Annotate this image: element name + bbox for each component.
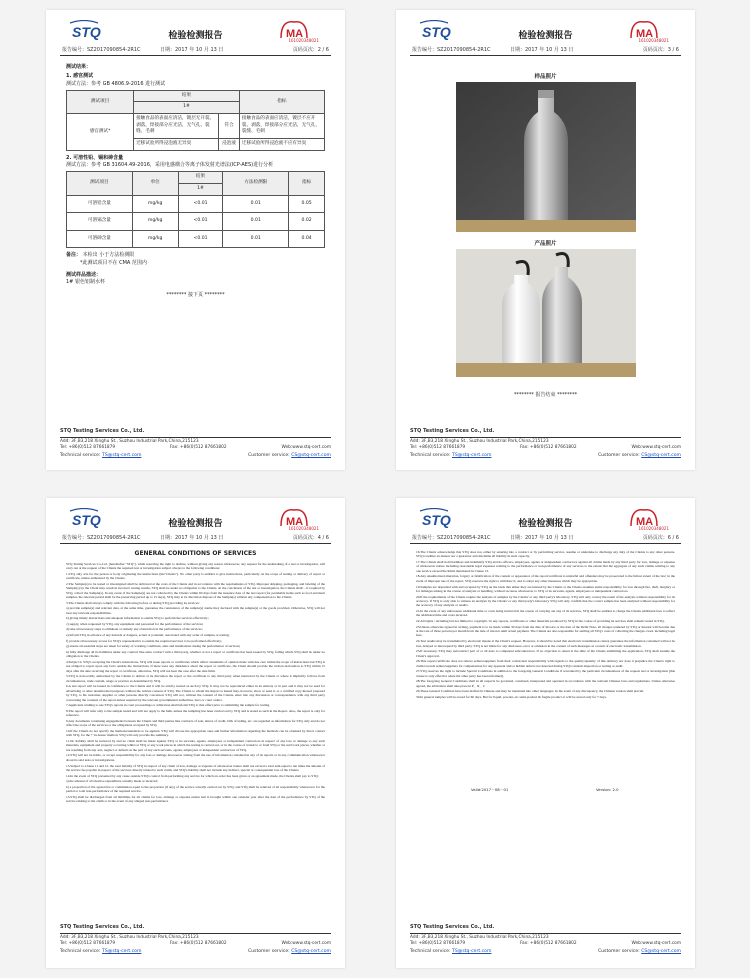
issue-date: 日期：2017 年 10 月 13 日 <box>160 47 224 53</box>
col-detection-limit: 方法检测限 <box>223 172 289 195</box>
tech-service-email[interactable]: TS@stq-cert.com <box>102 949 142 955</box>
report-number: 报告编号：SZ2017090854-2R1C <box>62 535 141 541</box>
page-number: 页码页次：3 / 6 <box>642 47 679 53</box>
table-cell: <0.01 <box>178 230 223 248</box>
tech-service-email[interactable]: TS@stq-cert.com <box>102 453 142 459</box>
customer-service-email[interactable]: CS@stq-cert.com <box>291 949 331 955</box>
condition-paragraph: 6.A test report will be issued in confidence to the Clients and it will be strictly treated as such by STQ. It may not be reproduced either in its entirety or in part and it may not be used for advertising or other unauthorized purposes without the written consent of STQ. The Clients to whom the Report is issued may, however, show or send it, or a certified copy thereof prepared by STQ, to his customer, supplier or other persons directly concerned. STQ will not, without the consent of the Clients, enter into any discussion or correspondence with any third party concerning the contents of the report unless required by the relevant governmental authorities, laws or court orders. <box>66 684 325 702</box>
condition-paragraph: 1.STQ only acts for the person or body originating the instructions (the"Clients"). No other party is entitled to give instructions, particularly on the scope of testing or delivery of report or certificate, unless authorized by the Clients. <box>66 571 325 581</box>
customer-service-label: Customer service: <box>247 949 290 955</box>
page-footer <box>410 924 681 954</box>
notes-title: 备注： <box>66 252 82 259</box>
notes <box>66 252 325 267</box>
page-header <box>60 16 331 56</box>
svg-text:STQ: STQ <box>72 512 101 528</box>
footer-address: Add: 3F,B3,218 Xinghu St., Suzhou Industrial Park,China,215123 <box>410 934 549 940</box>
condition-paragraph: 20.If the requirements of the Clients require the analysis of samples by the Clients' or any third party's laboratory, STQ will only convey the result of the analysis without responsibility for its accuracy. If STQ is only able to witness an analysis by the Clients' or any third party's laboratory STQ will only confirm that the correct sample has been analyzed without responsibility for the accuracy of any analysis or results. <box>416 594 675 608</box>
section-sensory-method: 测试方法：参考 GB 4806.9-2016 进行测试 <box>66 80 166 87</box>
tech-service-label: Technical service: <box>410 453 451 459</box>
version: Version: 2.0 <box>596 787 619 792</box>
table-cell: 可溶镉含量 <box>67 213 133 231</box>
tech-service-email[interactable]: TS@stq-cert.com <box>452 949 492 955</box>
table-cell: 0.05 <box>289 195 325 213</box>
page-number: 页码页次：6 / 6 <box>642 535 679 541</box>
tech-service-label: Technical service: <box>410 949 451 955</box>
sample-photo <box>456 82 636 232</box>
report-number: 报告编号：SZ2017090854-2R1C <box>412 535 491 541</box>
condition-paragraph: 27.STQ reserves the right to include Special Conditions in addition to the foregoing General Conditions if warranted by the particular circumstances of the request test or investigation [this clause is only effective when the other party has been informed]. <box>416 669 675 678</box>
section-sensory-title: 1. 感官测试 <box>66 73 94 80</box>
issue-date: 日期：2017 年 10 月 13 日 <box>510 535 574 541</box>
report-page-2 <box>46 10 345 470</box>
customer-service-email[interactable]: CS@stq-cert.com <box>641 453 681 459</box>
issue-date: 日期：2017 年 10 月 13 日 <box>510 47 574 53</box>
condition-paragraph: 26.This report/certificate does not relieve sellers/suppliers from their contractual responsibility with regards to the quality/quantity of this delivery nor does it prejudice the Client's right to claim towards sellers/suppliers for compensation for any apparent and/or hidden defects not detected during STQ's random inspection or testing or audit. <box>416 659 675 668</box>
issue-date: 日期：2017 年 10 月 13 日 <box>160 535 224 541</box>
condition-paragraph: 12.STQ will not be liable, or accept responsibility for any loss or damage howsoever arising from the use of information contained in any of its reports or in any communication whatsoever about its said tests or investigations. <box>66 753 325 762</box>
condition-paragraph: 14.In the event of STQ prevented by any cause outside STQ's control from performing any service for which an order has been given or an agreement made, the Clients shall pay to STQ: <box>66 773 319 778</box>
header-divider <box>60 55 331 56</box>
report-number: 报告编号：SZ2017090854-2R1C <box>62 47 141 53</box>
footer-tel: Tel: +86(0)512 87661879 <box>60 941 116 947</box>
condition-paragraph: 30.In general samples will be stored for 60 days. But for liquid, powder, etc semi-product & fragile product, it will be stored only for 7 days. <box>416 694 607 699</box>
condition-paragraph: 24.Test results may be transmitted by electronic means at the Client's request. However, it should be noted that electronic transmission cannot guarantee the information contained will not be lost, delayed or intercepted by third party. STQ is not liable for any disclosure, error or omission in the content of such messages as a result of electronic transmission. <box>416 639 675 648</box>
condition-paragraph: STQ Testing Services Co.,Ltd. (hereinafter "STQ"), while reserving the right to decline, without giving any reason whatsoever, any request for the undertaking of a test or investigation, will carry out at the request of the Clients the required test or investigation subject always to the following conditions: <box>66 561 325 571</box>
footer-web: Web:www.stq-cert.com <box>281 445 331 451</box>
footer-tel: Tel: +86(0)512 87661879 <box>410 941 466 947</box>
col-unit: 单位 <box>132 172 178 195</box>
table-cell: 可溶砷含量 <box>67 230 133 248</box>
condition-paragraph: 21.In the event of any unforeseen additional time or costs being incurred in the course of carrying out any of its services, STQ shall be entitled to charge the Clients additional fees to reflect the additional time and costs incurred. <box>416 609 675 618</box>
condition-paragraph: e) inform STQ in advance of any hazards or dangers, actual or potential, associated with any order of samples or testing; <box>66 633 230 638</box>
report-end-mark: ******** 报告结束 ******** <box>513 392 578 398</box>
condition-paragraph: 23.Unless otherwise agreed in writing, payment is to be made within 30 days from the date of Invoice or the date of the Debit Note, all charges rendered by STQ or interest will become due at the rate of three percent per month from the date of invoice until actual payment. The Clients are also responsible for settling all STQ's costs of collecting the charges owed, including legal fees. <box>416 624 675 638</box>
page-footer <box>60 924 331 954</box>
page-header <box>410 16 681 56</box>
condition-paragraph: 4.Subject to STQ's accepting the Client's instructions, STQ will issue reports or certificates which reflect statements of opinion made with due care within the scope of instructions but STQ is not obliged to report upon any facts outside the instructions, if there were any dissidence about the report or certificate, the Client should provide the written declaration to STQ within 15 days after the date receiving the report or certificate, otherwise, STQ will not hear the case after the date limit. <box>66 659 325 673</box>
general-conditions <box>66 550 325 920</box>
report-page-6 <box>396 498 695 968</box>
cma-number: 161020348021 <box>638 38 669 43</box>
general-conditions-continued <box>416 550 675 775</box>
tech-service-label: Technical service: <box>60 949 101 955</box>
condition-paragraph: 29.These General Condition have been drafted in Chinese and may be translated into other languages. In the event of any discrepancy, the Chinese version shall prevail. <box>416 689 645 694</box>
report-page-3 <box>396 10 695 470</box>
report-number: 报告编号：SZ2017090854-2R1C <box>412 47 491 53</box>
condition-paragraph: h) fully discharge all its liabilities under any contract like sales contract with a third party, whether or not a report or certificate has been issued by STQ, failing which STQ shall be under no obligation to the Clients. <box>66 649 325 659</box>
footer-web: Web:www.stq-cert.com <box>281 941 331 947</box>
footer-web: Web:www.stq-cert.com <box>631 941 681 947</box>
condition-paragraph: 2.The Sample(s) to be tested or investigated shall be delivered at the costs of the Clients and in accordance with the requirements of STQ. Improper shipping, packaging, and labeling of the Sample(s) by the Client may result in incorrect testing results, STQ shall be under no obligation to the Clients. At the conclusion of the test or investigation, the Clients shall: - if required by STQ, collect the Sample(s). In any event, if the Sample(s) are not collected by the Clients within 60 days from the issuance date of the test report (for perishable items such as food and meat samples, the relevant period shall be the preserving period up to 15 days), STQ may at its discretion dispose of the Sample(s) without any compensation to the Clients. <box>66 581 325 600</box>
footer-fax: Fax: +86(0)512 87661802 <box>519 941 577 947</box>
col-sample-1: 1# <box>178 183 223 195</box>
table-cell: <0.01 <box>178 213 223 231</box>
page-footer <box>60 428 331 458</box>
table-cell: 迁移试验所得浸泡液无异臭 <box>134 139 219 151</box>
section-metals-method: 测试方法：参考 GB 31604.49-2016，采用电感耦合等离子体发射光谱法(ICP-AES)进行分析 <box>66 161 274 168</box>
condition-paragraph: 17.The Clients shall hold harmless and indemnify STQ and its officers, employees, agents or independent contractors against all claims made by any third party for loss, damage or expense of whatsoever nature including reasonable legal expenses relating to the performance or non-performance of any services to the extent that the aggregate of any such claims relating to any one service exceed the limits mentioned in Clause 13. <box>416 560 675 573</box>
customer-service-email[interactable]: CS@stq-cert.com <box>641 949 681 955</box>
customer-service-email[interactable]: CS@stq-cert.com <box>291 453 331 459</box>
footer-fax: Fax: +86(0)512 87661802 <box>519 445 577 451</box>
page-header <box>410 504 681 544</box>
report-title: 检验检测报告 <box>518 31 573 41</box>
condition-paragraph: 5.STQ is irrevocably authorized by the Clients to deliver at its discretion the report or the certificate to any third party when instructed by the Clients or where it implicitly follows from circumstances, trade custom, usage or practice as determined by STQ. <box>66 674 325 683</box>
table-cell: mg/kg <box>132 213 178 231</box>
footer-company: STQ Testing Services Co., Ltd. <box>410 428 681 438</box>
col-result: 结果 <box>134 90 240 102</box>
continue-mark: ******** 接下页 ******** <box>166 292 225 299</box>
footer-company: STQ Testing Services Co., Ltd. <box>410 924 681 934</box>
header-divider <box>410 55 681 56</box>
results-heading: 测试结果： <box>66 64 92 70</box>
table-cell: 0.01 <box>223 195 289 213</box>
customer-service-label: Customer service: <box>597 949 640 955</box>
footer-address: Add: 3F,B3,218 Xinghu St., Suzhou Industrial Park,China,215123 <box>60 438 199 444</box>
cma-number: 161020348021 <box>638 526 669 531</box>
table-cell: 0.02 <box>289 213 325 231</box>
test-results <box>66 62 325 300</box>
sensory-table <box>66 90 325 151</box>
valid-date: Valid:2017－08－01 <box>471 787 509 792</box>
condition-paragraph: b) a proportion of the agreed fee or commission equal to the proportion (if any) of the service actually carried out by STQ, and STQ shall be relieved of all responsibility whatsoever for the partial or total non-performance of the required service. <box>66 784 325 794</box>
sample-photo-label: 样品照片 <box>534 74 557 80</box>
condition-paragraph: f) provide all necessary access for STQ's representative to enable the required services to be performed effectively; <box>66 638 222 643</box>
table-cell: 可溶铅含量 <box>67 195 133 213</box>
svg-text:STQ: STQ <box>422 512 451 528</box>
condition-paragraph: 25.If necessary, STQ may subcontract part of or all tests to competent subcontractors. If no objection is raised at the time of the Clients submitting the application, STQ shall assume the Client's approval. <box>416 649 675 658</box>
col-limit: 指标 <box>239 90 324 113</box>
col-result: 结果 <box>178 172 223 184</box>
general-conditions-title: GENERAL CONDITIONS OF SERVICES <box>134 550 257 557</box>
table-row <box>67 195 325 213</box>
condition-paragraph: b) giving timely instructions and adequate information to enable STQ to perform the services effectively; <box>66 616 209 621</box>
condition-paragraph: a) the amount of all abortive expenditure actually made or incurred; <box>66 779 158 784</box>
table-cell: 0.01 <box>223 230 289 248</box>
condition-paragraph: d) take all necessary steps to eliminate or remedy any obstruction in the performance of the services; <box>66 627 203 632</box>
table-row <box>67 230 325 248</box>
sample-desc: 1# 银色铝制水杯 <box>66 279 105 286</box>
page-number: 页码页次：4 / 6 <box>292 535 329 541</box>
condition-paragraph: 8.The report will refer only to the sample tested and will not apply to the bulk, unless the sampling has been carried out by STQ and is stated as such in the Report. Also, the report is only for reference. <box>66 708 325 718</box>
footer-fax: Fax: +86(0)512 87661802 <box>169 445 227 451</box>
table-cell: 接触食品的表面应清洁，镀层不应开裂、剥落，焊接部分应光洁，无气孔、裂缝、毛刺 <box>239 114 324 139</box>
table-cell: 符合 <box>219 114 240 139</box>
footer-company: STQ Testing Services Co., Ltd. <box>60 428 331 438</box>
table-cell: 浸泡液 <box>219 139 240 151</box>
note-item: 本检出 小于方法检测限 <box>82 252 135 259</box>
note-item: *此测试项目不在 CMA 范围内 <box>80 259 147 266</box>
condition-paragraph: 3.The Clients shall always comply with the following before or during STQ providing its services: <box>66 600 200 605</box>
table-cell: 感官测试* <box>67 114 134 151</box>
footer-web: Web:www.stq-cert.com <box>631 445 681 451</box>
header-divider <box>60 543 331 544</box>
svg-text:STQ: STQ <box>422 24 451 40</box>
table-cell: 接触食品的表面应清洁，镀层无开裂、剥落，焊接部分应光洁，无气孔、裂缝、毛刺 <box>134 114 219 139</box>
tech-service-label: Technical service: <box>60 453 101 459</box>
page-footer <box>410 428 681 458</box>
svg-text:STQ: STQ <box>72 24 101 40</box>
svg-text:MA: MA <box>636 28 654 40</box>
cma-number: 161020348021 <box>288 526 319 531</box>
report-title: 检验检测报告 <box>518 519 573 529</box>
condition-paragraph: 22.All rights / including but not limited to copyright / in any reports, certificates or other materials produced by STQ in the course of providing its services shall remain vested in STQ. <box>416 619 665 624</box>
condition-paragraph: 9.Any documents containing engagements between the Clients and third parties like contracts of sale, letters of credit, bills of lading, etc. are regarded as information for STQ only and do not affect the scope of the services or the obligations accepted by STQ. <box>66 718 325 728</box>
condition-paragraph: 13.Subject to Clause 11 and 12, the total liability of STQ in respect of any claim of loss, damage or expense of whatsoever nature shall not exceed a total sum equal to ten times the amount of the service fee payable in respect of the services directly related to such claim, and STQ's liability shall not include any indirect, special or consequential loss of the Clients. <box>66 763 325 772</box>
condition-paragraph: 10.If the Clients do not specify the methods/standards to be applied, STQ will choose the appropriate ones and further information regarding the methods can be obtained by direct contact with STQ, for the + 'in-house' method, STQ will only provide the summary. <box>66 728 325 738</box>
footer-address: Add: 3F,B3,218 Xinghu St., Suzhou Industrial Park,China,215123 <box>410 438 549 444</box>
col-test-item: 测试项目 <box>67 90 134 113</box>
table-cell: 0.01 <box>223 213 289 231</box>
svg-text:MA: MA <box>286 516 304 528</box>
table-cell: <0.01 <box>178 195 223 213</box>
section-metals-title: 2. 可溶性铅、镉和砷含量 <box>66 154 124 161</box>
col-limit: 指标 <box>289 172 325 195</box>
page-header <box>60 504 331 544</box>
svg-text:MA: MA <box>636 516 654 528</box>
table-row <box>67 114 325 139</box>
col-test-item: 测试项目 <box>67 172 133 195</box>
condition-paragraph: g) ensure all essential steps are taken for safety of working conditions, sites and installations during the performance of services; <box>66 644 241 649</box>
condition-paragraph: 28.The foregoing General Conditions shall in all respects be governed, construed, interpreted and operated in accordance with the relevant Chinese laws and regulations. Unless otherwise agreed, the arbitration shall take place in P．R．C <box>416 679 675 688</box>
condition-paragraph: 19.Samples are deposited with and accepted by STQ on the basis that either they are insured by the Clients or the Clients assumes entire responsibility for loss through fire, theft, burglary or for damages arising in the course of analysis or handling, without recourse whatsoever to STQ or its servants, agents, employees or independent contractors. <box>416 584 675 593</box>
product-photo <box>456 249 636 377</box>
condition-paragraph: 11.No liability shall be incurred by and no claim shall be made against STQ or its servants, agents, employees or independent contractors in respect of any loss or damage to any such materials, equipment and property occurring whilst at STQ or any work places in which the testing is carried out, or in the course of transit to or from STQ or the said work places, whether or not resulting from any acts, neglect or default on the part of any such servants, agents, employees or independent contractors of STQ. <box>66 739 325 752</box>
svg-text:MA: MA <box>286 28 304 40</box>
tech-service-email[interactable]: TS@stq-cert.com <box>452 453 492 459</box>
report-page-4 <box>46 498 345 968</box>
table-row <box>67 213 325 231</box>
sample-desc-title: 测试样品描述： <box>66 271 102 278</box>
col-sample-1: 1# <box>134 102 240 114</box>
customer-service-label: Customer service: <box>247 453 290 459</box>
condition-paragraph: 7.Applicants wishing to use STQ's reports in court proceedings or arbitration shall inform STQ to that effect prior to submitting the sample for testing. <box>66 703 271 708</box>
table-cell: 迁移试验所得浸泡液不应有异臭 <box>239 139 324 151</box>
condition-paragraph: 15.STQ shall be discharged from all liabilities for all claims for loss, damage or expense unless suit is brought within one calendar year after the date of the performance by STQ of the service relating to the claim or in the event of any alleged non-performance <box>66 794 325 804</box>
condition-paragraph: 16.The Clients acknowledge that STQ does not, either by entering into a contract or by performing service, assume or undertake to discharge any duty of the Clients to any other persons. STQ is neither an insurer nor a guarantor and disclaims all liability in such capacity. <box>416 550 675 559</box>
report-title: 检验检测报告 <box>168 31 223 41</box>
condition-paragraph: a) provide sample(s) and relevant data, at the same time, guarantee the consistence of the sample(s) /name they declared with the sample(s) or the goods provided. Otherwise, STQ will not bear any relevant responsibilities. <box>66 606 325 615</box>
cma-number: 161020348021 <box>288 38 319 43</box>
header-divider <box>410 543 681 544</box>
condition-paragraph: c) supply, when requested by STQ, any equipment and personnel for the performance of the services; <box>66 621 204 626</box>
footer-tel: Tel: +86(0)512 87661879 <box>60 445 116 451</box>
table-cell: mg/kg <box>132 195 178 213</box>
footer-fax: Fax: +86(0)512 87661802 <box>169 941 227 947</box>
report-title: 检验检测报告 <box>168 519 223 529</box>
product-photo-label: 产品照片 <box>534 241 557 247</box>
footer-address: Add: 3F,B3,218 Xinghu St., Suzhou Industrial Park,China,215123 <box>60 934 199 940</box>
customer-service-label: Customer service: <box>597 453 640 459</box>
page-number: 页码页次：2 / 6 <box>292 47 329 53</box>
footer-company: STQ Testing Services Co., Ltd. <box>60 924 331 934</box>
table-cell: mg/kg <box>132 230 178 248</box>
metals-table <box>66 171 325 248</box>
footer-tel: Tel: +86(0)512 87661879 <box>410 445 466 451</box>
condition-paragraph: 18.Any unauthorized alteration, forgery or falsification of the content or appearance of the report/certificate is unlawful and offenders may be prosecuted to the fullest extent of the law; in the event of improper use of the report, STQ reserves the right to withdraw it, and to adopt any other measures which may be appropriate. <box>416 574 675 583</box>
table-cell: 0.04 <box>289 230 325 248</box>
